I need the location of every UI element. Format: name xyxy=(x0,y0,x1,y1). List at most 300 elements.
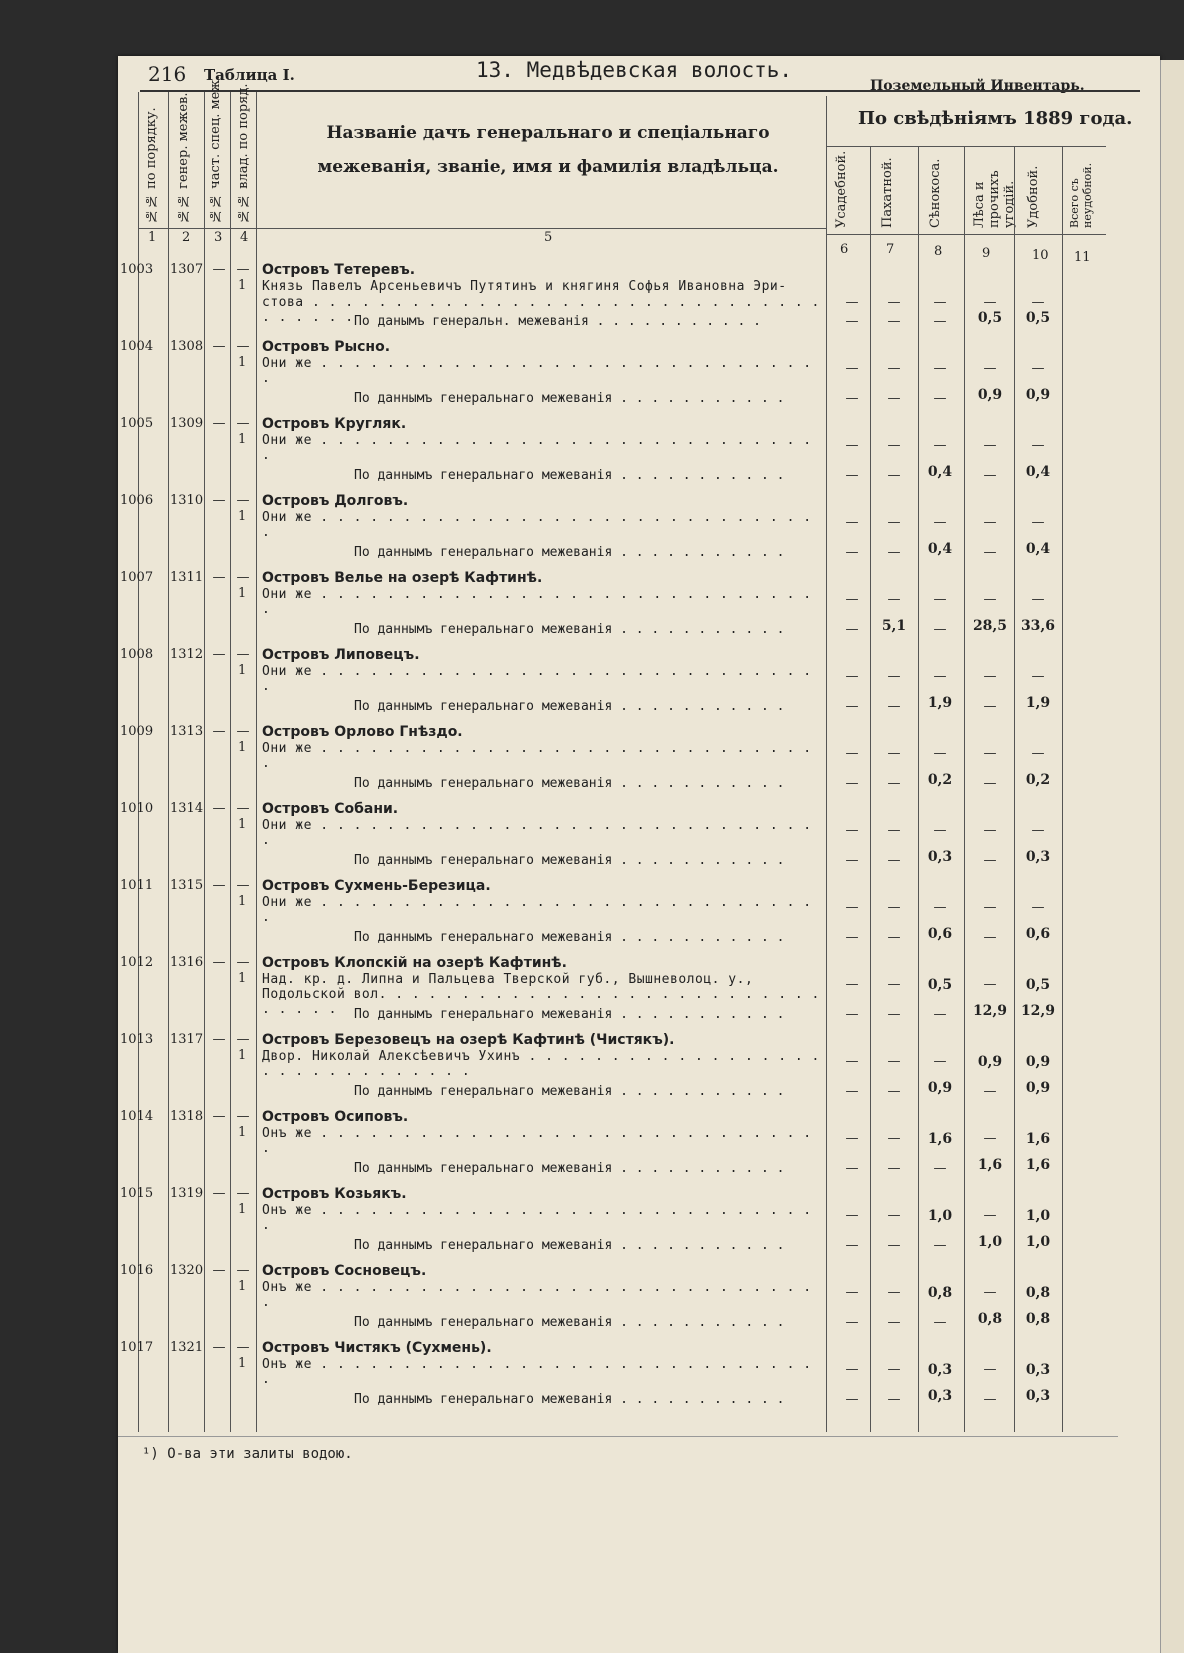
dash: — xyxy=(887,1208,901,1223)
area-value: 12,9 xyxy=(1020,1003,1056,1019)
island-name: Островъ Сосновецъ. xyxy=(262,1263,427,1279)
dash: — xyxy=(845,1238,859,1253)
area-value: 0,9 xyxy=(1025,1080,1051,1096)
dash: — xyxy=(983,776,997,791)
dash: — xyxy=(236,878,250,893)
island-name: Островъ Кругляк. xyxy=(262,416,407,432)
area-value: 0,4 xyxy=(927,464,953,480)
dash: — xyxy=(887,468,901,483)
gen-survey-number: 1318 xyxy=(170,1109,204,1124)
dash: — xyxy=(983,1208,997,1223)
dash: — xyxy=(845,900,859,915)
dash: — xyxy=(887,669,901,684)
area-value: 0,3 xyxy=(927,849,953,865)
dash: — xyxy=(845,545,859,560)
dash: — xyxy=(845,823,859,838)
dash: — xyxy=(887,295,901,310)
owner-name: Они же . . . . . . . . . . . . . . . . . . . . . . . . . . . . . . . xyxy=(262,356,812,386)
island-name: Островъ Тетеревъ. xyxy=(262,262,416,278)
area-value: 0,6 xyxy=(1025,926,1051,942)
gen-survey-label: По даннымъ генеральнаго межеванія . . . . . . . . . . . xyxy=(354,1315,785,1330)
row-number: 1016 xyxy=(120,1263,154,1278)
area-value: 0,5 xyxy=(927,977,953,993)
dash: — xyxy=(933,438,947,453)
grid-line xyxy=(1014,146,1015,1432)
grid-line xyxy=(870,146,871,1432)
dash: — xyxy=(845,1285,859,1300)
area-value: 1,6 xyxy=(1025,1131,1051,1147)
owner-name-cont: стова . . . . . . . . . . . . . . . . . . . . . . . . . . . . . . . . . . . . . xyxy=(262,295,820,325)
col-header-1: №№ по порядку. xyxy=(144,107,159,223)
dash: — xyxy=(887,746,901,761)
document-page xyxy=(118,56,1160,1653)
dash: — xyxy=(845,1392,859,1407)
area-value: 0,9 xyxy=(977,387,1003,403)
dash: — xyxy=(983,930,997,945)
dash: — xyxy=(1031,438,1045,453)
col-number: 10 xyxy=(1032,248,1049,263)
dash: — xyxy=(212,262,226,277)
island-name: Островъ Собани. xyxy=(262,801,399,817)
row-number: 1005 xyxy=(120,416,154,431)
dash: — xyxy=(983,669,997,684)
dash: — xyxy=(983,1131,997,1146)
col-header-4: №№ влад. по поряд. xyxy=(236,83,251,223)
dash: — xyxy=(236,1263,250,1278)
grid-line xyxy=(964,146,965,1432)
area-value: 33,6 xyxy=(1020,618,1056,634)
owner-number: 1 xyxy=(238,1202,247,1217)
owner-name: Они же . . . . . . . . . . . . . . . . . . . . . . . . . . . . . . . xyxy=(262,433,812,463)
gen-survey-number: 1317 xyxy=(170,1032,204,1047)
dash: — xyxy=(236,724,250,739)
col-header-8: Сѣнокоса. xyxy=(928,158,943,228)
dash: — xyxy=(983,900,997,915)
grid-line xyxy=(826,146,1106,147)
dash: — xyxy=(887,1007,901,1022)
dash: — xyxy=(1031,295,1045,310)
table-label: Таблица I. xyxy=(204,66,295,84)
dash: — xyxy=(933,314,947,329)
dash: — xyxy=(933,1161,947,1176)
dash: — xyxy=(887,977,901,992)
dash: — xyxy=(933,746,947,761)
row-number: 1013 xyxy=(120,1032,154,1047)
row-number: 1010 xyxy=(120,801,154,816)
dash: — xyxy=(933,1007,947,1022)
dash: — xyxy=(212,570,226,585)
area-value: 0,3 xyxy=(927,1362,953,1378)
dash: — xyxy=(212,801,226,816)
dash: — xyxy=(983,699,997,714)
owner-number: 1 xyxy=(238,663,247,678)
dash: — xyxy=(236,570,250,585)
owner-name: Они же . . . . . . . . . . . . . . . . . . . . . . . . . . . . . . . xyxy=(262,587,812,617)
row-number: 1009 xyxy=(120,724,154,739)
dash: — xyxy=(212,1109,226,1124)
gen-survey-number: 1310 xyxy=(170,493,204,508)
owner-name: Онъ же . . . . . . . . . . . . . . . . . . . . . . . . . . . . . . . xyxy=(262,1203,812,1233)
dash: — xyxy=(1031,900,1045,915)
dash: — xyxy=(983,977,997,992)
owner-name: Двор. Николай Алексѣевичъ Ухинъ . . . . . . . . . . . . . . . . . . . . . . . . . . . . . . . xyxy=(262,1049,820,1079)
area-value: 0,9 xyxy=(977,1054,1003,1070)
gen-survey-number: 1313 xyxy=(170,724,204,739)
gen-survey-number: 1307 xyxy=(170,262,204,277)
dash: — xyxy=(933,1238,947,1253)
dash: — xyxy=(887,1392,901,1407)
owner-name: Онъ же . . . . . . . . . . . . . . . . . . . . . . . . . . . . . . . xyxy=(262,1126,812,1156)
gen-survey-number: 1320 xyxy=(170,1263,204,1278)
dash: — xyxy=(933,391,947,406)
grid-line xyxy=(826,234,1106,235)
header-rule xyxy=(140,90,1140,92)
dash: — xyxy=(236,1109,250,1124)
area-value: 1,6 xyxy=(977,1157,1003,1173)
gen-survey-number: 1309 xyxy=(170,416,204,431)
dash: — xyxy=(887,823,901,838)
gen-survey-label: По даннымъ генеральнаго межеванія . . . . . . . . . . . xyxy=(354,1084,785,1099)
dash: — xyxy=(887,1131,901,1146)
dash: — xyxy=(212,1340,226,1355)
dash: — xyxy=(212,416,226,431)
row-number: 1003 xyxy=(120,262,154,277)
col-number: 1 xyxy=(148,230,157,245)
col-number: 8 xyxy=(934,244,943,259)
dash: — xyxy=(933,1054,947,1069)
dash: — xyxy=(983,592,997,607)
col-number: 11 xyxy=(1074,250,1091,265)
row-number: 1008 xyxy=(120,647,154,662)
area-value: 1,6 xyxy=(927,1131,953,1147)
row-number: 1015 xyxy=(120,1186,154,1201)
area-value: 0,4 xyxy=(1025,464,1051,480)
gen-survey-number: 1308 xyxy=(170,339,204,354)
dash: — xyxy=(887,361,901,376)
dash: — xyxy=(887,900,901,915)
gen-survey-number: 1316 xyxy=(170,955,204,970)
dash: — xyxy=(845,1131,859,1146)
owner-name: Они же . . . . . . . . . . . . . . . . . . . . . . . . . . . . . . . xyxy=(262,818,812,848)
dash: — xyxy=(845,746,859,761)
owner-number: 1 xyxy=(238,1279,247,1294)
owner-number: 1 xyxy=(238,355,247,370)
owner-number: 1 xyxy=(238,1048,247,1063)
dash: — xyxy=(236,801,250,816)
gen-survey-label: По даннымъ генеральнаго межеванія . . . . . . . . . . . xyxy=(354,1007,785,1022)
dash: — xyxy=(845,622,859,637)
gen-survey-label: По даннымъ генеральнаго межеванія . . . . . . . . . . . xyxy=(354,1161,785,1176)
dash: — xyxy=(236,339,250,354)
grid-line xyxy=(168,92,169,1432)
owner-number: 1 xyxy=(238,586,247,601)
row-number: 1017 xyxy=(120,1340,154,1355)
owner-name: Они же . . . . . . . . . . . . . . . . . . . . . . . . . . . . . . . xyxy=(262,741,812,771)
col-number: 4 xyxy=(240,230,249,245)
dash: — xyxy=(845,515,859,530)
owner-name: Онъ же . . . . . . . . . . . . . . . . . . . . . . . . . . . . . . . xyxy=(262,1357,812,1387)
dash: — xyxy=(983,515,997,530)
dash: — xyxy=(845,1208,859,1223)
dash: — xyxy=(887,776,901,791)
page-title: 13. Медвѣдевская волость. xyxy=(476,58,793,82)
area-value: 1,0 xyxy=(1025,1234,1051,1250)
owner-number: 1 xyxy=(238,740,247,755)
area-value: 0,8 xyxy=(927,1285,953,1301)
area-value: 0,2 xyxy=(927,772,953,788)
footnote: ¹) О-ва эти залиты водою. xyxy=(142,1446,353,1462)
dash: — xyxy=(983,361,997,376)
col-header-10: Удобной. xyxy=(1026,165,1041,228)
owner-number: 1 xyxy=(238,278,247,293)
dash: — xyxy=(845,669,859,684)
dash: — xyxy=(236,416,250,431)
next-page-edge xyxy=(1160,60,1184,1653)
owner-number: 1 xyxy=(238,894,247,909)
owner-name: Князь Павелъ Арсеньевичъ Путятинъ и княгиня Софья Ивановна Эри- xyxy=(262,279,787,294)
dash: — xyxy=(983,853,997,868)
owner-name: Они же . . . . . . . . . . . . . . . . . . . . . . . . . . . . . . . xyxy=(262,510,812,540)
dash: — xyxy=(887,1161,901,1176)
grid-line xyxy=(138,92,139,1432)
area-value: 0,5 xyxy=(977,310,1003,326)
grid-line xyxy=(118,1436,1118,1437)
island-name: Островъ Долговъ. xyxy=(262,493,409,509)
dash: — xyxy=(887,699,901,714)
dash: — xyxy=(845,930,859,945)
dash: — xyxy=(1031,592,1045,607)
dash: — xyxy=(887,592,901,607)
gen-survey-number: 1312 xyxy=(170,647,204,662)
area-value: 1,6 xyxy=(1025,1157,1051,1173)
dash: — xyxy=(933,295,947,310)
gen-survey-label: По даннымъ генеральнаго межеванія . . . . . . . . . . . xyxy=(354,1392,785,1407)
dash: — xyxy=(236,1340,250,1355)
dash: — xyxy=(236,955,250,970)
dash: — xyxy=(212,493,226,508)
dash: — xyxy=(983,1362,997,1377)
dash: — xyxy=(1031,823,1045,838)
page-number: 216 xyxy=(148,62,187,86)
owner-name: Онъ же . . . . . . . . . . . . . . . . . . . . . . . . . . . . . . . xyxy=(262,1280,812,1310)
dash: — xyxy=(236,1032,250,1047)
dash: — xyxy=(933,900,947,915)
col-header-6: Усадебной. xyxy=(834,150,849,228)
gen-survey-label: По даннымъ генеральнаго межеванія . . . . . . . . . . . xyxy=(354,699,785,714)
gen-survey-label: По даннымъ генеральнаго межеванія . . . . . . . . . . . xyxy=(354,391,785,406)
island-name: Островъ Клопскій на озерѣ Кафтинѣ. xyxy=(262,955,567,971)
dash: — xyxy=(887,314,901,329)
dash: — xyxy=(887,1315,901,1330)
gen-survey-number: 1311 xyxy=(170,570,204,585)
dash: — xyxy=(212,1263,226,1278)
owner-name: Над. кр. д. Липна и Пальцева Тверской губ., Вышневолоц. у., Подольской вол. . . . . . . . . . . . . . . . . . . . . . . . . . . . . . . . xyxy=(262,972,820,1017)
dash: — xyxy=(933,515,947,530)
area-value: 1,9 xyxy=(927,695,953,711)
owner-number: 1 xyxy=(238,1356,247,1371)
dash: — xyxy=(887,1362,901,1377)
dash: — xyxy=(933,622,947,637)
dash: — xyxy=(933,1315,947,1330)
col-number: 5 xyxy=(544,230,553,245)
dash: — xyxy=(236,1186,250,1201)
area-value: 1,9 xyxy=(1025,695,1051,711)
grid-line xyxy=(1062,146,1063,1432)
dash: — xyxy=(845,776,859,791)
area-value: 5,1 xyxy=(881,618,907,634)
col-number: 7 xyxy=(886,242,895,257)
island-name: Островъ Орлово Гнѣздо. xyxy=(262,724,463,740)
dash: — xyxy=(887,1285,901,1300)
owner-number: 1 xyxy=(238,817,247,832)
gen-survey-number: 1321 xyxy=(170,1340,204,1355)
dash: — xyxy=(1031,361,1045,376)
area-value: 1,0 xyxy=(1025,1208,1051,1224)
dash: — xyxy=(845,1007,859,1022)
area-value: 0,9 xyxy=(1025,387,1051,403)
dash: — xyxy=(887,1238,901,1253)
dash: — xyxy=(845,592,859,607)
dash: — xyxy=(983,823,997,838)
dash: — xyxy=(887,545,901,560)
area-value: 0,8 xyxy=(977,1311,1003,1327)
area-value: 0,4 xyxy=(1025,541,1051,557)
col-header-5: Названіе дачъ генеральнаго и спеціальнаго межеванія, званіе, имя и фамилія владѣльца. xyxy=(317,123,779,177)
dash: — xyxy=(845,853,859,868)
col-number: 3 xyxy=(214,230,223,245)
dash: — xyxy=(845,295,859,310)
gen-survey-label: По даннымъ генеральнаго межеванія . . . . . . . . . . . xyxy=(354,622,785,637)
area-value: 1,0 xyxy=(977,1234,1003,1250)
col-header-11: Всего съ неудобной. xyxy=(1068,162,1094,228)
dash: — xyxy=(845,1315,859,1330)
owner-number: 1 xyxy=(238,1125,247,1140)
gen-survey-number: 1319 xyxy=(170,1186,204,1201)
dash: — xyxy=(236,647,250,662)
area-value: 0,8 xyxy=(1025,1285,1051,1301)
island-name: Островъ Липовецъ. xyxy=(262,647,420,663)
owner-name: Они же . . . . . . . . . . . . . . . . . . . . . . . . . . . . . . . xyxy=(262,664,812,694)
dash: — xyxy=(212,1032,226,1047)
grid-line xyxy=(204,92,205,1432)
grid-line xyxy=(256,92,257,1432)
dash: — xyxy=(236,262,250,277)
dash: — xyxy=(212,339,226,354)
dash: — xyxy=(983,1084,997,1099)
dash: — xyxy=(1031,515,1045,530)
dash: — xyxy=(983,1392,997,1407)
grid-line xyxy=(826,96,827,1432)
owner-name: Они же . . . . . . . . . . . . . . . . . . . . . . . . . . . . . . . xyxy=(262,895,812,925)
dash: — xyxy=(887,1084,901,1099)
dash: — xyxy=(887,1054,901,1069)
gen-survey-label: По даннымъ генеральнаго межеванія . . . . . . . . . . . xyxy=(354,853,785,868)
dash: — xyxy=(212,878,226,893)
row-number: 1011 xyxy=(120,878,154,893)
island-name: Островъ Козьякъ. xyxy=(262,1186,407,1202)
gen-survey-label: По даннымъ генеральнаго межеванія . . . . . . . . . . . xyxy=(354,930,785,945)
island-name: Островъ Березовецъ на озерѣ Кафтинѣ (Чистякъ). xyxy=(262,1032,675,1048)
dash: — xyxy=(983,746,997,761)
dash: — xyxy=(845,438,859,453)
owner-number: 1 xyxy=(238,509,247,524)
dash: — xyxy=(845,699,859,714)
dash: — xyxy=(933,361,947,376)
col-header-3: №№ част. спец. меж. xyxy=(208,75,223,223)
gen-survey-label: По даннымъ генеральнаго межеванія . . . . . . . . . . . xyxy=(354,776,785,791)
area-value: 0,5 xyxy=(1025,977,1051,993)
col-number: 6 xyxy=(840,242,849,257)
gen-survey-label: По даннымъ генеральнаго межеванія . . . . . . . . . . . xyxy=(354,1238,785,1253)
area-value: 0,3 xyxy=(1025,1388,1051,1404)
col-number: 2 xyxy=(182,230,191,245)
row-number: 1004 xyxy=(120,339,154,354)
dash: — xyxy=(983,545,997,560)
dash: — xyxy=(845,468,859,483)
area-value: 28,5 xyxy=(972,618,1008,634)
gen-survey-label: По данымъ генеральн. межеванія . . . . . . . . . . . xyxy=(354,314,761,329)
dash: — xyxy=(983,295,997,310)
grid-line xyxy=(138,228,826,229)
area-value: 0,8 xyxy=(1025,1311,1051,1327)
island-name: Островъ Осиповъ. xyxy=(262,1109,409,1125)
row-number: 1012 xyxy=(120,955,154,970)
grid-line xyxy=(918,146,919,1432)
dash: — xyxy=(887,853,901,868)
dash: — xyxy=(1031,669,1045,684)
dash: — xyxy=(933,823,947,838)
dash: — xyxy=(933,592,947,607)
dash: — xyxy=(236,493,250,508)
owner-number: 1 xyxy=(238,971,247,986)
col-group-header: По свѣдѣніямъ 1889 года. xyxy=(858,108,1133,129)
dash: — xyxy=(983,468,997,483)
dash: — xyxy=(933,669,947,684)
area-value: 0,3 xyxy=(1025,1362,1051,1378)
col-number: 9 xyxy=(982,246,991,261)
gen-survey-number: 1315 xyxy=(170,878,204,893)
dash: — xyxy=(212,1186,226,1201)
area-value: 0,5 xyxy=(1025,310,1051,326)
dash: — xyxy=(845,977,859,992)
dash: — xyxy=(887,930,901,945)
row-number: 1014 xyxy=(120,1109,154,1124)
dash: — xyxy=(845,1054,859,1069)
row-number: 1007 xyxy=(120,570,154,585)
island-name: Островъ Рысно. xyxy=(262,339,391,355)
dash: — xyxy=(845,1161,859,1176)
dash: — xyxy=(1031,746,1045,761)
area-value: 0,3 xyxy=(1025,849,1051,865)
dash: — xyxy=(212,647,226,662)
area-value: 12,9 xyxy=(972,1003,1008,1019)
gen-survey-number: 1314 xyxy=(170,801,204,816)
dash: — xyxy=(983,438,997,453)
row-number: 1006 xyxy=(120,493,154,508)
dash: — xyxy=(845,361,859,376)
dash: — xyxy=(845,314,859,329)
dash: — xyxy=(845,391,859,406)
area-value: 0,3 xyxy=(927,1388,953,1404)
area-value: 0,9 xyxy=(927,1080,953,1096)
area-value: 0,6 xyxy=(927,926,953,942)
dash: — xyxy=(887,515,901,530)
dash: — xyxy=(983,1285,997,1300)
area-value: 0,2 xyxy=(1025,772,1051,788)
gen-survey-label: По даннымъ генеральнаго межеванія . . . . . . . . . . . xyxy=(354,545,785,560)
dash: — xyxy=(887,391,901,406)
area-value: 0,9 xyxy=(1025,1054,1051,1070)
